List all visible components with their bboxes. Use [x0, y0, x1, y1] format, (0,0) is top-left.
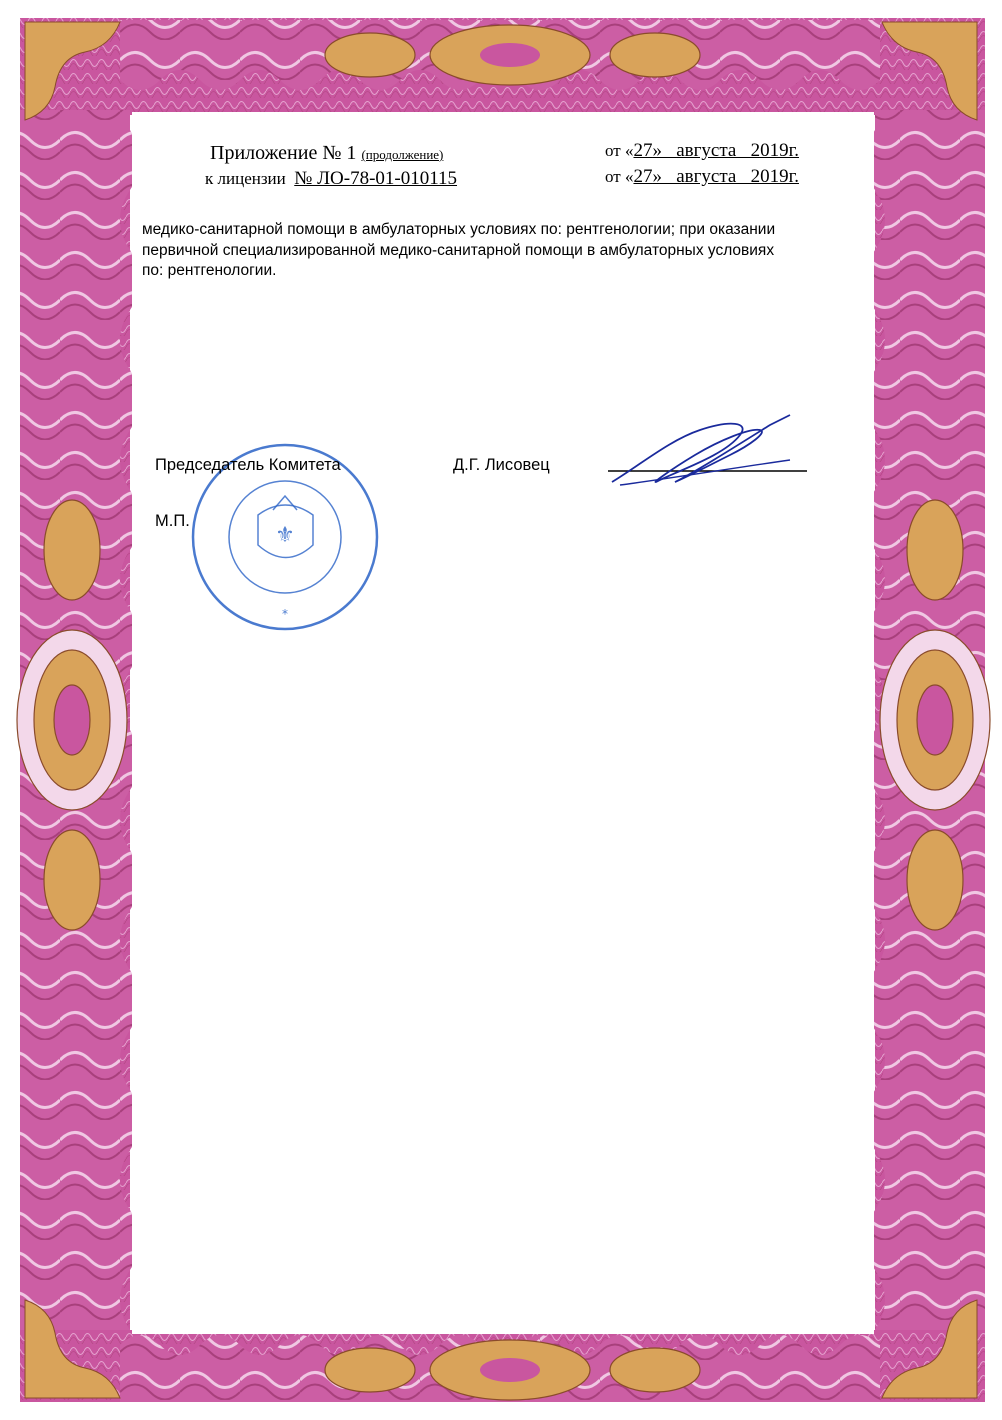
- stamp-emblem-icon: ⚜: [275, 523, 295, 548]
- body-line: медико-санитарной помощи в амбулаторных условиях по: рентгенологии; при оказании: [142, 221, 776, 238]
- date-line-1: от «27» августа 2019г.: [605, 140, 799, 161]
- signatory-position: Председатель Комитета: [155, 456, 341, 474]
- license-prefix: к лицензии: [205, 169, 286, 188]
- date-day-1: 27: [633, 140, 653, 161]
- body-line: первичной специализированной медико-санитарной помощи в амбулаторных условиях: [142, 241, 775, 259]
- body-line: по: рентгенологии.: [142, 262, 277, 279]
- appendix-title: [210, 142, 443, 165]
- signatory-name: Д.Г. Лисовец: [453, 456, 550, 474]
- appendix-note: (продолжение): [361, 147, 444, 162]
- license-number: № ЛО-78-01-010115: [294, 168, 458, 189]
- seal-label: М.П.: [155, 512, 190, 530]
- appendix-body: [142, 220, 922, 282]
- date-day-2: 27: [633, 166, 653, 187]
- handwritten-signature: [600, 410, 815, 495]
- date-rest-1: » августа 2019г.: [652, 140, 799, 161]
- license-line: [205, 168, 457, 190]
- svg-text:*: *: [282, 607, 288, 621]
- date-rest-2: » августа 2019г.: [652, 166, 799, 187]
- date-line-2: от «27» августа 2019г.: [605, 166, 799, 187]
- appendix-label: Приложение № 1: [210, 142, 357, 164]
